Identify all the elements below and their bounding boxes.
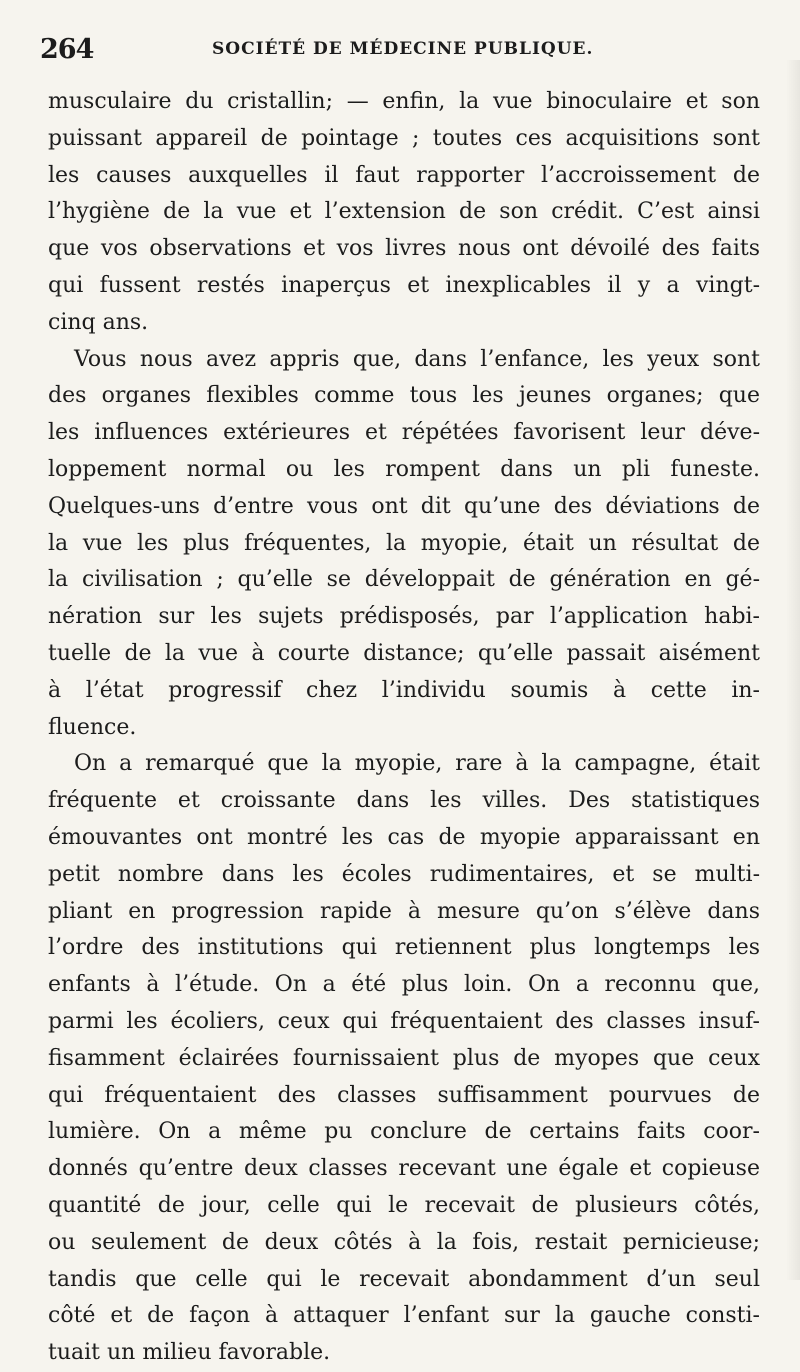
text-line: les causes auxquelles il faut rapporter l’accroissement de: [48, 162, 760, 188]
text-line: tuelle de la vue à courte distance; qu’elle passait aisément: [48, 640, 760, 666]
text-line: que vos observations et vos livres nous ont dévoilé des faits: [48, 236, 760, 262]
text-line: l’ordre des institutions qui retiennent plus longtemps les: [48, 935, 760, 961]
text-line: ou seulement de deux côtés à la fois, restait pernicieuse;: [48, 1229, 760, 1255]
page-edge-shadow: [786, 60, 800, 1280]
text-line: qui fréquentaient des classes suffisamment pourvues de: [48, 1082, 760, 1108]
text-line: tandis que celle qui le recevait abondamment d’un seul: [48, 1266, 760, 1292]
text-line: musculaire du cristallin; — enfin, la vue binoculaire et son: [48, 89, 760, 114]
text-line: enfants à l’étude. On a été plus loin. On a reconnu que,: [48, 972, 760, 998]
text-line: qui fussent restés inaperçus et inexplicables il y a vingt-: [48, 272, 760, 298]
text-line: petit nombre dans les écoles rudimentaires, et se multi-: [48, 861, 760, 887]
page-number: 264: [40, 34, 94, 65]
text-line: lumière. On a même pu conclure de certains faits coor-: [48, 1119, 760, 1145]
text-line: Quelques-uns d’entre vous ont dit qu’une des déviations de: [48, 493, 760, 519]
running-head: [40, 34, 760, 64]
text-line: côté et de façon à attaquer l’enfant sur la gauche consti-: [48, 1303, 760, 1329]
text-line: cinq ans.: [48, 309, 149, 335]
text-line: la vue les plus fréquentes, la myopie, était un résultat de: [48, 530, 760, 556]
text-line: donnés qu’entre deux classes recevant une égale et copieuse: [48, 1156, 760, 1182]
text-line: fluence.: [48, 714, 137, 740]
text-line: nération sur les sujets prédisposés, par l’application habi-: [48, 604, 760, 630]
text-line: l’hygiène de la vue et l’extension de son crédit. C’est ainsi: [48, 199, 760, 225]
text-line: des organes flexibles comme tous les jeunes organes; que: [48, 383, 760, 409]
text-line: quantité de jour, celle qui le recevait de plusieurs côtés,: [48, 1192, 760, 1218]
text-line: tuait un milieu favorable.: [48, 1340, 331, 1366]
text-line: parmi les écoliers, ceux qui fréquentaient des classes insuf-: [48, 1008, 760, 1034]
text-line: pliant en progression rapide à mesure qu’on s’élève dans: [48, 898, 760, 924]
text-line: fréquente et croissante dans les villes. Des statistiques: [48, 788, 760, 814]
text-line: fisamment éclairées fournissaient plus de myopes que ceux: [48, 1045, 760, 1071]
text-line: la civilisation ; qu’elle se développait de génération en gé-: [48, 567, 760, 593]
running-title: SOCIÉTÉ DE MÉDECINE PUBLIQUE.: [212, 39, 594, 59]
text-line: les influences extérieures et répétées favorisent leur déve-: [48, 420, 760, 446]
text-line: puissant appareil de pointage ; toutes ces acquisitions sont: [48, 125, 760, 151]
text-line: Vous nous avez appris que, dans l’enfance, les yeux sont: [74, 346, 760, 372]
text-line: On a remarqué que la myopie, rare à la campagne, était: [74, 751, 760, 777]
body-text: [48, 84, 760, 1372]
text-line: émouvantes ont montré les cas de myopie apparaissant en: [48, 824, 760, 850]
text-line: à l’état progressif chez l’individu soumis à cette in-: [48, 677, 760, 703]
text-line: loppement normal ou les rompent dans un pli funeste.: [48, 456, 760, 482]
